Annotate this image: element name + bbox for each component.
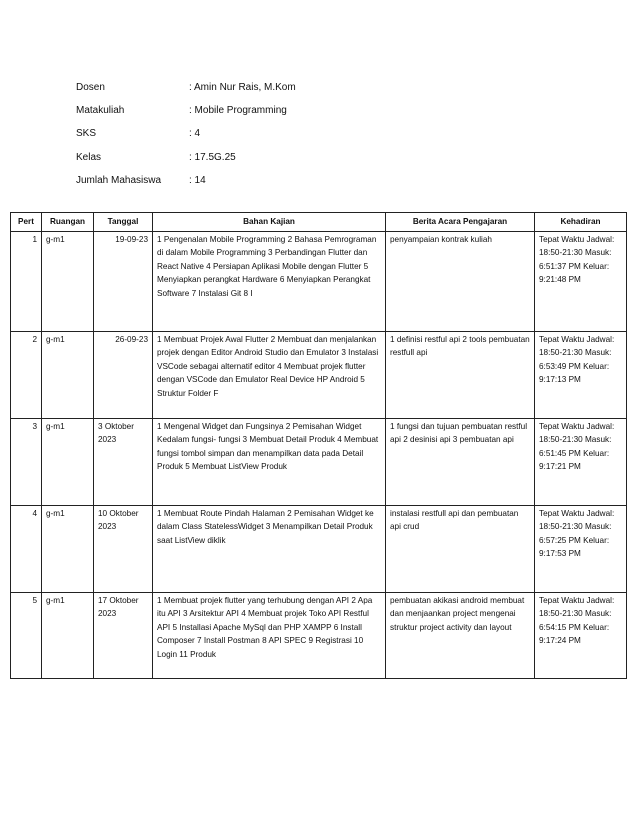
header-tanggal: Tanggal [94,213,153,232]
cell-berita-acara: 1 definisi restful api 2 tools pembuatan restfull api [386,331,535,418]
table-row [11,231,627,331]
cell-bahan-kajian: 1 Pengenalan Mobile Programming 2 Bahasa Pemrograman di dalam Mobile Programming 3 Perbandingan Flutter dan React Native 4 Persiapan Aplikasi Mobile dengan Flutter 5 Menyiapkan perangkat Hardware 6 Menyiapkan Perangkat Software 7 Instalasi Git 8 I [153,231,386,331]
cell-tanggal: 10 Oktober 2023 [94,505,153,592]
kelas-label: Kelas [76,151,102,163]
attendance-table [10,212,627,679]
cell-pert: 4 [11,505,42,592]
cell-ruangan: g-m1 [42,331,94,418]
matakuliah-value: : Mobile Programming [189,105,287,117]
matakuliah-label: Matakuliah [76,105,125,117]
cell-berita-acara: 1 fungsi dan tujuan pembuatan restful api 2 desinisi api 3 pembuatan api [386,418,535,505]
cell-kehadiran: Tepat Waktu Jadwal: 18:50-21:30 Masuk: 6:51:37 PM Keluar: 9:21:48 PM [535,231,627,331]
cell-ruangan: g-m1 [42,418,94,505]
cell-kehadiran: Tepat Waktu Jadwal: 18:50-21:30 Masuk: 6:57:25 PM Keluar: 9:17:53 PM [535,505,627,592]
cell-tanggal: 19-09-23 [94,231,153,331]
cell-kehadiran: Tepat Waktu Jadwal: 18:50-21:30 Masuk: 6:53:49 PM Keluar: 9:17:13 PM [535,331,627,418]
table-row [11,505,627,592]
cell-pert: 1 [11,231,42,331]
header-berita-acara: Berita Acara Pengajaran [386,213,535,232]
cell-pert: 5 [11,592,42,678]
sks-label: SKS [76,128,97,140]
dosen-label: Dosen [76,82,105,94]
cell-berita-acara: instalasi restfull api dan pembuatan api crud [386,505,535,592]
header-bahan-kajian: Bahan Kajian [153,213,386,232]
info-row-sks [76,122,296,145]
cell-berita-acara: penyampaian kontrak kuliah [386,231,535,331]
info-row-dosen [76,76,296,99]
info-row-kelas [76,146,296,169]
jumlah-value: : 14 [189,174,206,186]
cell-ruangan: g-m1 [42,231,94,331]
info-row-jumlah [76,169,296,192]
cell-bahan-kajian: 1 Membuat Route Pindah Halaman 2 Pemisahan Widget ke dalam Class StatelessWidget 3 Menampilkan Detail Produk saat ListView diklik [153,505,386,592]
dosen-value: : Amin Nur Rais, M.Kom [189,82,296,94]
course-info [76,76,296,192]
cell-pert: 3 [11,418,42,505]
cell-bahan-kajian: 1 Mengenal Widget dan Fungsinya 2 Pemisahan Widget Kedalam fungsi- fungsi 3 Membuat Detail Produk 4 Membuat fungsi tombol simpan dan menampilkan data pada Detail Produk 5 Membuat ListView Produk [153,418,386,505]
jumlah-label: Jumlah Mahasiswa [76,174,162,186]
cell-berita-acara: pembuatan akikasi android membuat dan menjaankan project mengenai struktur project activity dan layout [386,592,535,678]
info-row-matakuliah [76,99,296,122]
cell-ruangan: g-m1 [42,592,94,678]
header-kehadiran: Kehadiran [535,213,627,232]
sks-value: : 4 [189,128,201,140]
table-header-row [11,213,627,232]
kelas-value: : 17.5G.25 [189,151,236,163]
cell-kehadiran: Tepat Waktu Jadwal: 18:50-21:30 Masuk: 6:51:45 PM Keluar: 9:17:21 PM [535,418,627,505]
cell-bahan-kajian: 1 Membuat projek flutter yang terhubung dengan API 2 Apa itu API 3 Arsitektur API 4 Membuat projek Toko API Restful API 5 Installasi Apache MySql dan PHP XAMPP 6 Install Composer 7 Install Postman 8 API SPEC 9 Registrasi 10 Login 11 Produk [153,592,386,678]
header-pert: Pert [11,213,42,232]
cell-ruangan: g-m1 [42,505,94,592]
cell-pert: 2 [11,331,42,418]
cell-tanggal: 3 Oktober 2023 [94,418,153,505]
header-ruangan: Ruangan [42,213,94,232]
table-row [11,592,627,678]
table-row [11,331,627,418]
cell-kehadiran: Tepat Waktu Jadwal: 18:50-21:30 Masuk: 6:54:15 PM Keluar: 9:17:24 PM [535,592,627,678]
cell-tanggal: 17 Oktober 2023 [94,592,153,678]
table-row [11,418,627,505]
cell-tanggal: 26-09-23 [94,331,153,418]
cell-bahan-kajian: 1 Membuat Projek Awal Flutter 2 Membuat dan menjalankan projek dengan Editor Android Studio dan Emulator 3 Instalasi VSCode sebagai alternatif editor 4 Membuat projek flutter dengan VSCode dan Emulator Real Device HP Android 5 Struktur Folder F [153,331,386,418]
